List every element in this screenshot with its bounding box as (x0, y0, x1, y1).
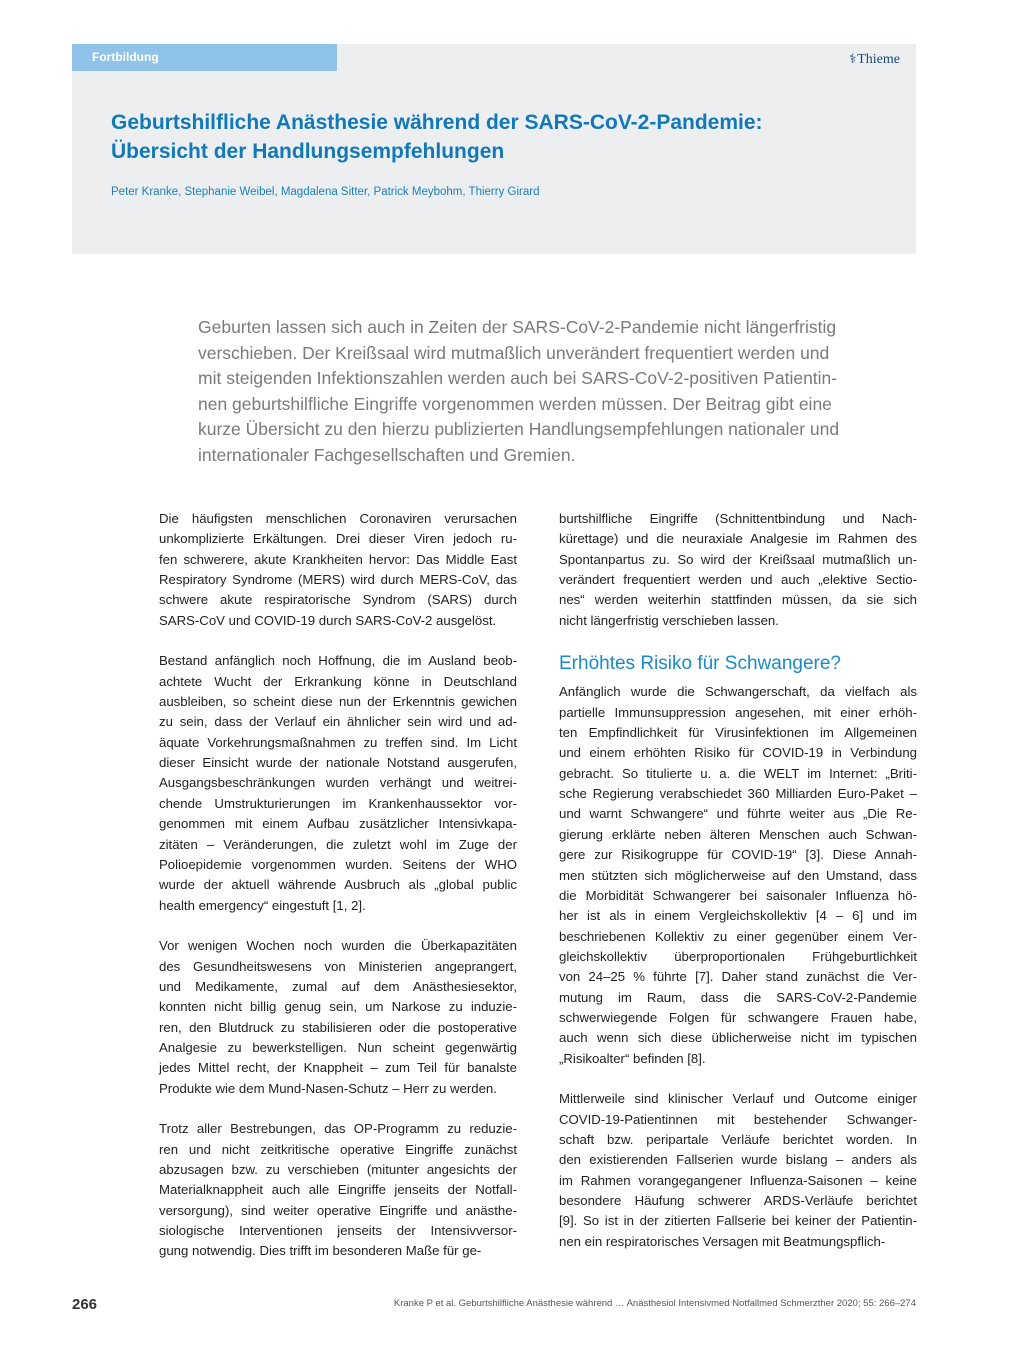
text-line: Die häufigsten menschlichen Coronaviren verursachen (159, 511, 517, 526)
paragraph (159, 1119, 517, 1261)
text-line: unkomplizierte Erkältungen. Drei dieser Viren jedoch ru- (159, 531, 517, 547)
text-line: Respiratory Syndrome (MERS) wird durch MERS-CoV, das (159, 572, 517, 588)
text-line: [9]. So ist in der zitierten Fallserie bei keiner der Patientin- (559, 1213, 917, 1229)
paragraph (559, 509, 917, 631)
text-line: beschriebenen Kollektiv zu einer gegenüber einem Ver- (559, 928, 917, 944)
text-line: nen geburtshilfliche Eingriffe vorgenommen werden müssen. Der Beitrag gibt eine (198, 393, 832, 414)
text-line: gebracht. So titulierte u. a. die WELT im Internet: „Briti- (559, 765, 917, 781)
text-line: schaft bzw. peripartale Verläufe berichtet worden. In (559, 1131, 917, 1147)
text-line: von 24–25 % führte [7]. Daher stand zunächst die Ver- (559, 969, 917, 985)
title-line-2: Übersicht der Handlungsempfehlungen (111, 140, 505, 163)
section-heading: Erhöhtes Risiko für Schwangere? (559, 653, 841, 675)
text-line: mit steigenden Infektionszahlen werden auch bei SARS-CoV-2-positiven Patientin- (198, 368, 838, 388)
text-line: äquate Vorkehrungsmaßnahmen zu treffen sind. Im Licht (159, 734, 517, 750)
paragraph (159, 936, 517, 1099)
running-footer-citation: Kranke P et al. Geburtshilfliche Anästhesie während … Anästhesiol Intensivmed Notfallmed Schmerzther 2020; 55: 266–274 (393, 1298, 916, 1309)
text-line: ten Empfindlichkeit für Virusinfektionen im Allgemeinen (559, 725, 917, 741)
text-line: chende Umstrukturierungen im Krankenhaussektor vor- (159, 795, 517, 811)
text-line: Spontanpartus zu. So wird der Kreißsaal mutmaßlich un- (559, 551, 917, 567)
text-line: gung notwendig. Dies trifft im besonderen Maße für ge- (159, 1243, 482, 1259)
section-body (559, 682, 917, 1252)
text-line: nicht längerfristig verschieben lassen. (559, 612, 779, 628)
text-line: den existierenden Fallserien wurde bislang – anders als (559, 1152, 917, 1168)
text-line: sche Regierung verabschiedet 360 Milliarden Euro-Paket – (559, 786, 917, 802)
text-line: verändert frequentiert werden und auch „elektive Sectio- (559, 572, 917, 588)
text-line: Trotz aller Bestrebungen, das OP-Programm zu reduzie- (159, 1121, 517, 1137)
paragraph (559, 1089, 917, 1252)
text-line: konnten nicht billig genug sein, um Narkose zu induzie- (159, 999, 517, 1015)
text-line: gere zur Risikogruppe für COVID-19“ [3]. Diese Annah- (559, 847, 917, 863)
text-line: im Rahmen vorangegangener Influenza-Saisonen – keine (559, 1172, 917, 1188)
publisher-logo (849, 51, 900, 68)
text-line: des Gesundheitswesens von Ministerien angeprangert, (159, 958, 517, 974)
text-line: Geburten lassen sich auch in Zeiten der SARS-CoV-2-Pandemie nicht längerfristig (198, 317, 837, 337)
text-line: und Medikamente, zumal auf dem Anästhesiesektor, (159, 978, 517, 994)
text-line: und einem erhöhten Risiko für COVID-19 in Verbindung (559, 745, 917, 761)
paragraph (559, 682, 917, 1069)
text-line: die Morbidität Schwangerer bei saisonaler Influenza hö- (559, 887, 917, 903)
text-line: mutung im Raum, dass die SARS-CoV-2-Pandemie (559, 989, 917, 1005)
thieme-emblem-icon: ⚕ (849, 51, 857, 66)
text-line: Anfänglich wurde die Schwangerschaft, da vielfach als (559, 684, 917, 700)
text-line: Bestand anfänglich noch Hoffnung, die im Ausland beob- (159, 653, 517, 669)
text-line: genommen mit einem Aufbau zusätzlicher Intensivkapa- (159, 816, 517, 832)
text-line: achtete Wucht der Erkrankung könne in Deutschland (159, 673, 517, 689)
left-column (159, 509, 517, 1282)
text-line: versorgung), sind weiter operative Eingriffe und anästhe- (159, 1202, 517, 1218)
text-line: jedes Mittel recht, der Knappheit – zum Teil für banalste (159, 1060, 517, 1076)
text-line: Vor wenigen Wochen noch wurden die Überkapazitäten (159, 938, 517, 954)
text-line: verschieben. Der Kreißsaal wird mutmaßlich unverändert frequentiert werden und (198, 342, 830, 363)
text-line: dieser Einsicht wurde der nationale Notstand ausgerufen, (159, 755, 517, 771)
text-line: Materialknappheit auch alle Eingriffe jenseits der Notfall- (159, 1182, 517, 1198)
text-line: auch wenn sich diese üblicherweise nicht im typischen (559, 1030, 917, 1046)
text-line: gierung erklärte neben älteren Menschen auch Schwan- (559, 826, 917, 842)
text-line: Ausgangsbeschränkungen wurden verhängt und weitrei- (159, 775, 517, 791)
text-line: burtshilfliche Eingriffe (Schnittentbindung und Nach- (559, 511, 917, 526)
text-line: men stützten sich möglicherweise auf den Umstand, dass (559, 867, 917, 883)
page-number: 266 (72, 1296, 98, 1313)
text-line: internationaler Fachgesellschaften und Gremien. (198, 444, 576, 465)
title-line-1: Geburtshilfliche Anästhesie während der SARS-CoV-2-Pandemie: (111, 111, 763, 134)
text-line: ausbleiben, so scheint diese nun der Erkenntnis gewichen (159, 694, 517, 710)
section-tab (72, 44, 337, 71)
text-line: partielle Immunsuppression angesehen, mit einer erhöh- (559, 704, 917, 720)
text-line: „Risikoalter“ befinden [8]. (559, 1050, 706, 1066)
text-line: fen schwerere, akute Krankheiten hervor: Das Middle East (159, 551, 517, 567)
text-line: schwere akute respiratorische Syndrom (SARS) durch (159, 592, 517, 608)
text-line: siologische Interventionen jenseits der Intensivversor- (159, 1223, 517, 1239)
section-label: Fortbildung (92, 50, 159, 64)
text-line: COVID-19-Patientinnen mit bestehender Schwanger- (559, 1111, 917, 1127)
text-line: kürettage) und die neuraxiale Analgesie im Rahmen des (559, 531, 917, 547)
text-line: nen ein respiratorisches Versagen mit Beatmungspflich- (559, 1233, 886, 1249)
text-line: kurze Übersicht zu den hierzu publizierten Handlungsempfehlungen nationaler und (198, 419, 840, 439)
publisher-name: Thieme (857, 52, 900, 67)
author-list: Peter Kranke, Stephanie Weibel, Magdalena Sitter, Patrick Meybohm, Thierry Girard (111, 186, 540, 198)
text-line: SARS-CoV und COVID-19 durch SARS-CoV-2 ausgelöst. (159, 612, 497, 628)
text-line: gleichskollektiv überproportionalen Frühgeburtlichkeit (559, 948, 917, 964)
text-line: Produkte wie dem Mund-Nasen-Schutz – Herr zu werden. (159, 1080, 497, 1096)
text-line: Mittlerweile sind klinischer Verlauf und Outcome einiger (559, 1091, 917, 1107)
text-line: nes“ werden weiterhin stattfinden müssen, da sie sich (559, 592, 917, 608)
text-line: abzusagen bzw. zu verschieben (mitunter angesichts der (159, 1162, 517, 1177)
text-line: besondere Häufung schwerer ARDS-Verläufe berichtet (559, 1193, 917, 1208)
text-line: zitäten – Veränderungen, die zuletzt wohl im Zuge der (159, 836, 517, 852)
abstract (198, 315, 888, 468)
right-column (559, 509, 917, 1272)
text-line: health emergency“ eingestuft [1, 2]. (159, 897, 366, 913)
paragraph (159, 509, 517, 631)
text-line: Polioepidemie vorgenommen wurden. Seitens der WHO (159, 856, 517, 872)
text-line: wurde der aktuell währende Ausbruch als „global public (159, 877, 517, 893)
text-line: ren und nicht zeitkritische operative Eingriffe zunächst (159, 1141, 517, 1157)
text-line: ren, den Blutdruck zu stabilisieren oder die postoperative (159, 1019, 517, 1035)
text-line: und warnt Schwangere“ und führte weiter aus „Die Re- (559, 806, 917, 822)
text-line: her ist als in einem Vergleichskollektiv [4 – 6] und im (559, 908, 917, 924)
paragraph (159, 651, 517, 915)
text-line: Analgesie zu bewerkstelligen. Nun scheint gegenwärtig (159, 1039, 517, 1055)
article-title (111, 108, 891, 166)
text-line: zu sein, dass der Verlauf ein ähnlicher sein wird und ad- (159, 714, 517, 730)
text-line: schwerwiegende Folgen für schwangere Frauen habe, (559, 1009, 917, 1025)
